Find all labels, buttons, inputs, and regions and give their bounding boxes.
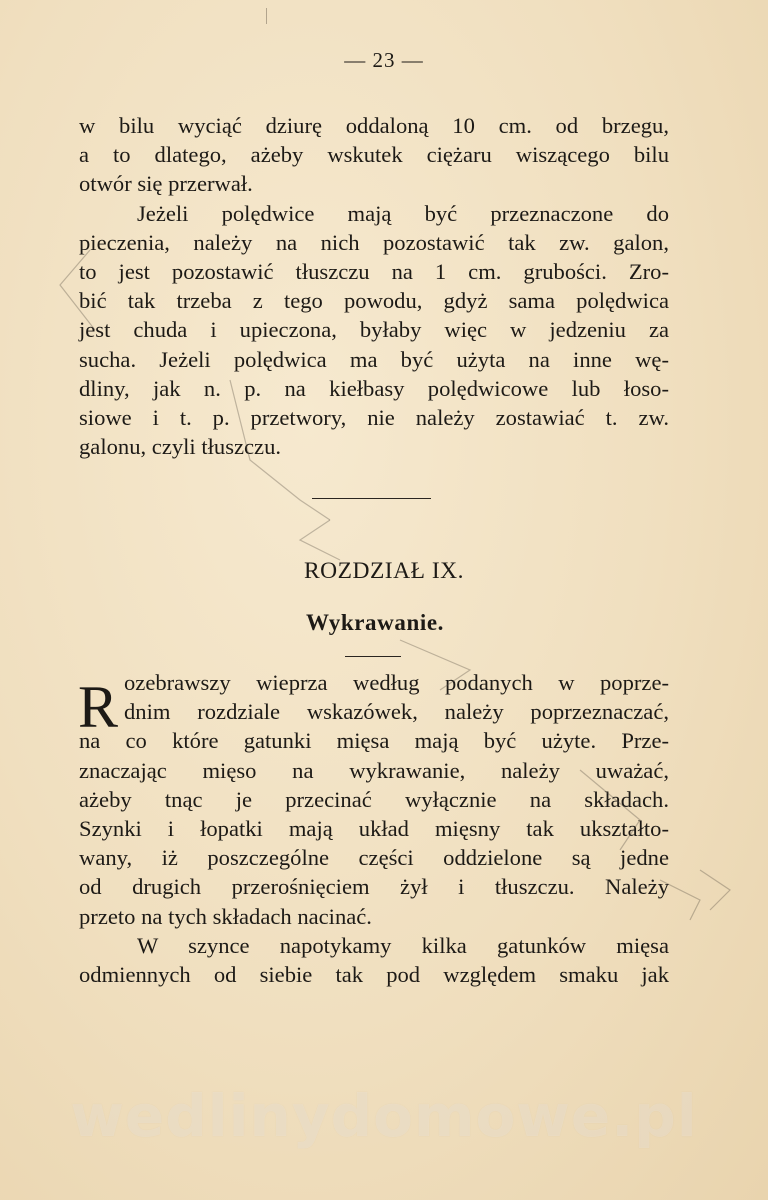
text-line: a to dlatego, ażeby wskutek ciężaru wiszącego bilu (79, 142, 669, 168)
print-mark (266, 8, 267, 24)
text-line: W szynce napotykamy kilka gatunków mięsa (137, 932, 669, 958)
section-divider (312, 498, 431, 499)
chapter-title: ROZDZIAŁ IX. (303, 558, 465, 584)
page-number: — 23 — (344, 48, 424, 72)
text-line: znaczając mięso na wykrawanie, należy uważać, (79, 757, 669, 783)
text-line: to jest pozostawić tłuszczu na 1 cm. grubości. Zro- (79, 258, 669, 284)
text-line: od drugich przerośnięciem żył i tłuszczu. Należy (79, 874, 669, 900)
text-line: ozebrawszy wieprza według podanych w poprze- (124, 670, 669, 695)
text-line: bić tak trzeba z tego powodu, gdyż sama polędwica (79, 288, 669, 314)
text-line: pieczenia, należy na nich pozostawić tak zw. galon, (79, 229, 669, 255)
watermark: wedlinydomowe.pl (70, 1082, 698, 1150)
text-line: na co które gatunki mięsa mają być użyte. Prze- (79, 728, 669, 754)
text-line: jest chuda i upieczona, byłaby więc w jedzeniu za (79, 317, 669, 343)
text-line: dliny, jak n. p. na kiełbasy polędwicowe lub łoso- (79, 375, 669, 401)
text-line: ażeby tnąc je przecinać wyłącznie na składach. (79, 786, 669, 812)
text-block-top (79, 111, 669, 461)
text-line: wany, iż poszczególne części oddzielone są jedne (79, 845, 669, 871)
text-line: w bilu wyciąć dziurę oddaloną 10 cm. od brzegu, (79, 113, 669, 138)
text-block-bottom (79, 668, 669, 989)
text-line: Szynki i łopatki mają układ mięsny tak ukształto- (79, 815, 669, 841)
section-title: Wykrawanie. (306, 610, 444, 635)
text-line: Jeżeli polędwice mają być przeznaczone do (137, 200, 669, 226)
text-line: dnim rozdziale wskazówek, należy poprzeznaczać, (124, 699, 669, 725)
text-line: odmiennych od siebie tak pod względem smaku jak (79, 961, 669, 987)
text-line: przeto na tych składach nacinać. (79, 903, 372, 929)
drop-cap: R (78, 674, 119, 740)
text-line: otwór się przerwał. (79, 171, 253, 197)
text-line: sucha. Jeżeli polędwica ma być użyta na inne wę- (79, 346, 669, 372)
text-line: galonu, czyli tłuszczu. (79, 434, 282, 460)
text-line: siowe i t. p. przetwory, nie należy zostawiać t. zw. (79, 404, 669, 430)
title-divider (345, 656, 401, 657)
